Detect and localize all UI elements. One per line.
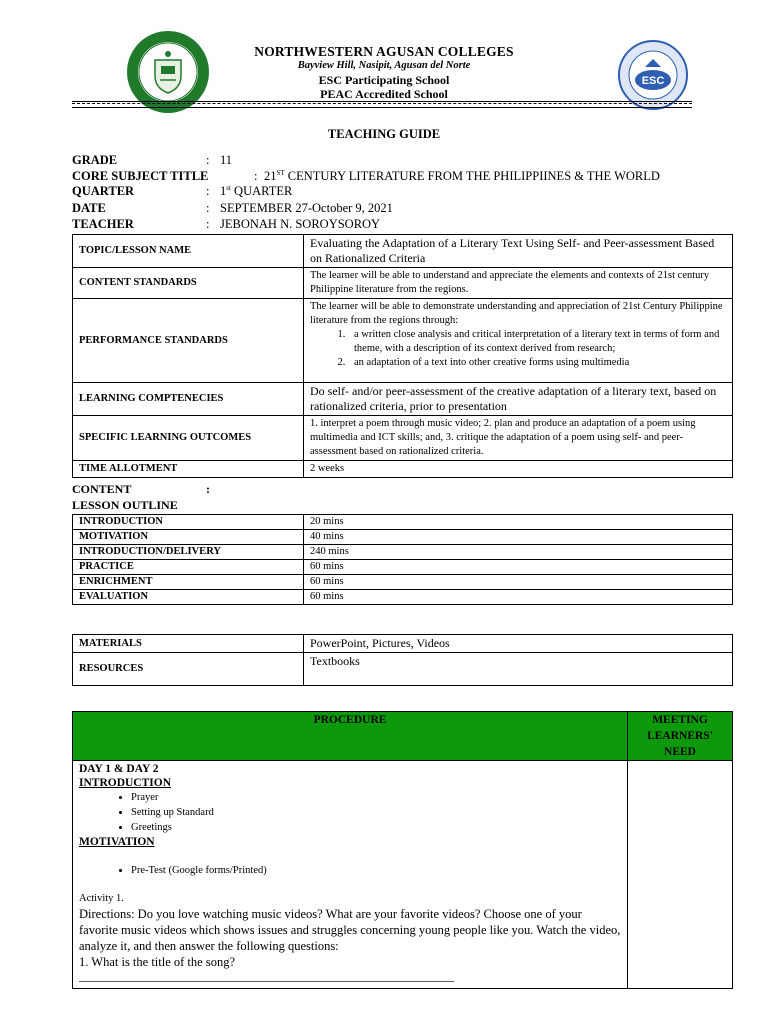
grade-label: GRADE [72, 153, 118, 167]
perf-std-value [304, 299, 733, 383]
table-row [73, 383, 733, 416]
day-label: DAY 1 & DAY 2 [79, 763, 159, 775]
competencies-label: LEARNING COMPTENECIES [73, 383, 304, 416]
outline-time: 40 mins [304, 530, 733, 545]
table-row [73, 653, 733, 686]
content-std-label: CONTENT STANDARDS [73, 268, 304, 299]
table-row [73, 416, 733, 461]
school-name: NORTHWESTERN AGUSAN COLLEGES [254, 44, 514, 59]
outline-part: INTRODUCTION [73, 515, 304, 530]
content-label: CONTENT [72, 482, 132, 496]
school-address: Bayview Hill, Nasipit, Agusan del Norte [297, 60, 471, 71]
table-row [73, 461, 733, 478]
materials-label: MATERIALS [73, 635, 304, 653]
colon: : [206, 217, 210, 231]
resources-label: RESOURCES [73, 653, 304, 686]
time-value: 2 weeks [304, 461, 733, 478]
grade-row [72, 153, 732, 169]
outline-part: INTRODUCTION/DELIVERY [73, 545, 304, 560]
outline-time: 60 mins [304, 560, 733, 575]
motivation-heading: MOTIVATION [79, 836, 155, 848]
table-row [73, 530, 733, 545]
outline-time: 240 mins [304, 545, 733, 560]
meeting-needs-header: MEETING LEARNERS' NEED [628, 712, 733, 761]
outline-time: 20 mins [304, 515, 733, 530]
list-item: • Greetings [131, 820, 621, 835]
outcomes-value: 1. interpret a poem through music video; 2. plan and produce an adaptation of a poem using multimedia and ICT skills; and, 3. critique the adaptation of a poem using self- and peer-assessment based on rationalized criteria. [304, 416, 733, 461]
doc-title: TEACHING GUIDE [327, 127, 441, 141]
intro-heading: INTRODUCTION [79, 777, 172, 789]
details-table [72, 234, 733, 478]
lesson-outline-label: LESSON OUTLINE [72, 498, 178, 512]
list-item: • Prayer [131, 790, 621, 805]
time-label: TIME ALLOTMENT [73, 461, 304, 478]
date-row [72, 201, 732, 217]
esc-line: ESC Participating School [318, 73, 450, 87]
table-row [73, 575, 733, 590]
content-std-value: The learner will be able to understand and appreciate the elements and contexts of 21st century Philippine literature from the regions. [304, 268, 733, 299]
header-divider-dash [72, 103, 692, 104]
answer-line: ____________________________________________________________ [79, 970, 454, 982]
procedure-body [73, 761, 628, 989]
perf-std-intro: The learner will be able to demonstrate understanding and appreciation of 21st Century Philippine literature from the regions through: [310, 301, 723, 326]
resources-value: Textbooks [304, 653, 733, 686]
peac-line: PEAC Accredited School [320, 87, 448, 101]
competencies-value: Do self- and/or peer-assessment of the creative adaptation of a literary text, based on rationalized criteria, prior to presentation [304, 383, 733, 416]
list-item: 2. an adaptation of a text into other creative forms using multimedia [348, 356, 726, 370]
quarter-row [72, 184, 732, 200]
table-row [73, 761, 733, 989]
topic-value: Evaluating the Adaptation of a Literary Text Using Self- and Peer-assessment Based on Rationalized Criteria [304, 235, 733, 268]
materials-value: PowerPoint, Pictures, Videos [304, 635, 733, 653]
activity-label: Activity 1. [79, 893, 124, 904]
table-row [73, 712, 733, 761]
table-row [73, 268, 733, 299]
subject-label: CORE SUBJECT TITLE [72, 169, 209, 183]
outline-time: 60 mins [304, 590, 733, 605]
list-item: • Setting up Standard [131, 805, 621, 820]
outline-part: PRACTICE [73, 560, 304, 575]
colon: : [206, 184, 210, 198]
quarter-label: QUARTER [72, 184, 135, 198]
table-row [73, 515, 733, 530]
teacher-value: JEBONAH N. SOROYSOROY [220, 217, 381, 231]
procedure-header: PROCEDURE [73, 712, 628, 761]
table-row [73, 560, 733, 575]
outline-part: ENRICHMENT [73, 575, 304, 590]
subject-row [72, 169, 732, 185]
list-item: • Pre-Test (Google forms/Printed) [131, 863, 621, 878]
perf-std-label: PERFORMANCE STANDARDS [73, 299, 304, 383]
colon: : [206, 482, 210, 496]
procedure-table [72, 711, 733, 989]
teacher-label: TEACHER [72, 217, 134, 231]
materials-table [72, 634, 733, 686]
grade-value: 11 [220, 153, 233, 167]
logo-esc-text: ESC [641, 75, 665, 87]
table-row [73, 590, 733, 605]
colon: : [206, 201, 210, 215]
date-label: DATE [72, 201, 106, 215]
quarter-value: 1st QUARTER [220, 184, 293, 199]
meeting-needs-cell [628, 761, 733, 989]
teacher-row [72, 217, 732, 233]
outline-part: MOTIVATION [73, 530, 304, 545]
subject-value: 21ST CENTURY LITERATURE FROM THE PHILIPPIINES & THE WORLD [264, 169, 660, 184]
list-item: 1. a written close analysis and critical interpretation of a literary text in terms of form and theme, with a description of its context derived from research; [348, 328, 726, 356]
table-row [73, 635, 733, 653]
outline-time: 60 mins [304, 575, 733, 590]
table-row [73, 545, 733, 560]
colon: : [254, 169, 258, 183]
outcomes-label: SPECIFIC LEARNING OUTCOMES [73, 416, 304, 461]
question-1: 1. What is the title of the song? [79, 955, 235, 969]
date-value: SEPTEMBER 27-October 9, 2021 [220, 201, 393, 215]
topic-label: TOPIC/LESSON NAME [73, 235, 304, 268]
table-row [73, 235, 733, 268]
outline-table [72, 514, 733, 605]
colon: : [206, 153, 210, 167]
table-row [73, 299, 733, 383]
outline-part: EVALUATION [73, 590, 304, 605]
directions-text: Directions: Do you love watching music videos? What are your favorite videos? Choose one of your favorite music videos which shows issues and struggles concerning young people like you. Watch the video, analyze it, and then answer the following questions: [79, 907, 621, 953]
